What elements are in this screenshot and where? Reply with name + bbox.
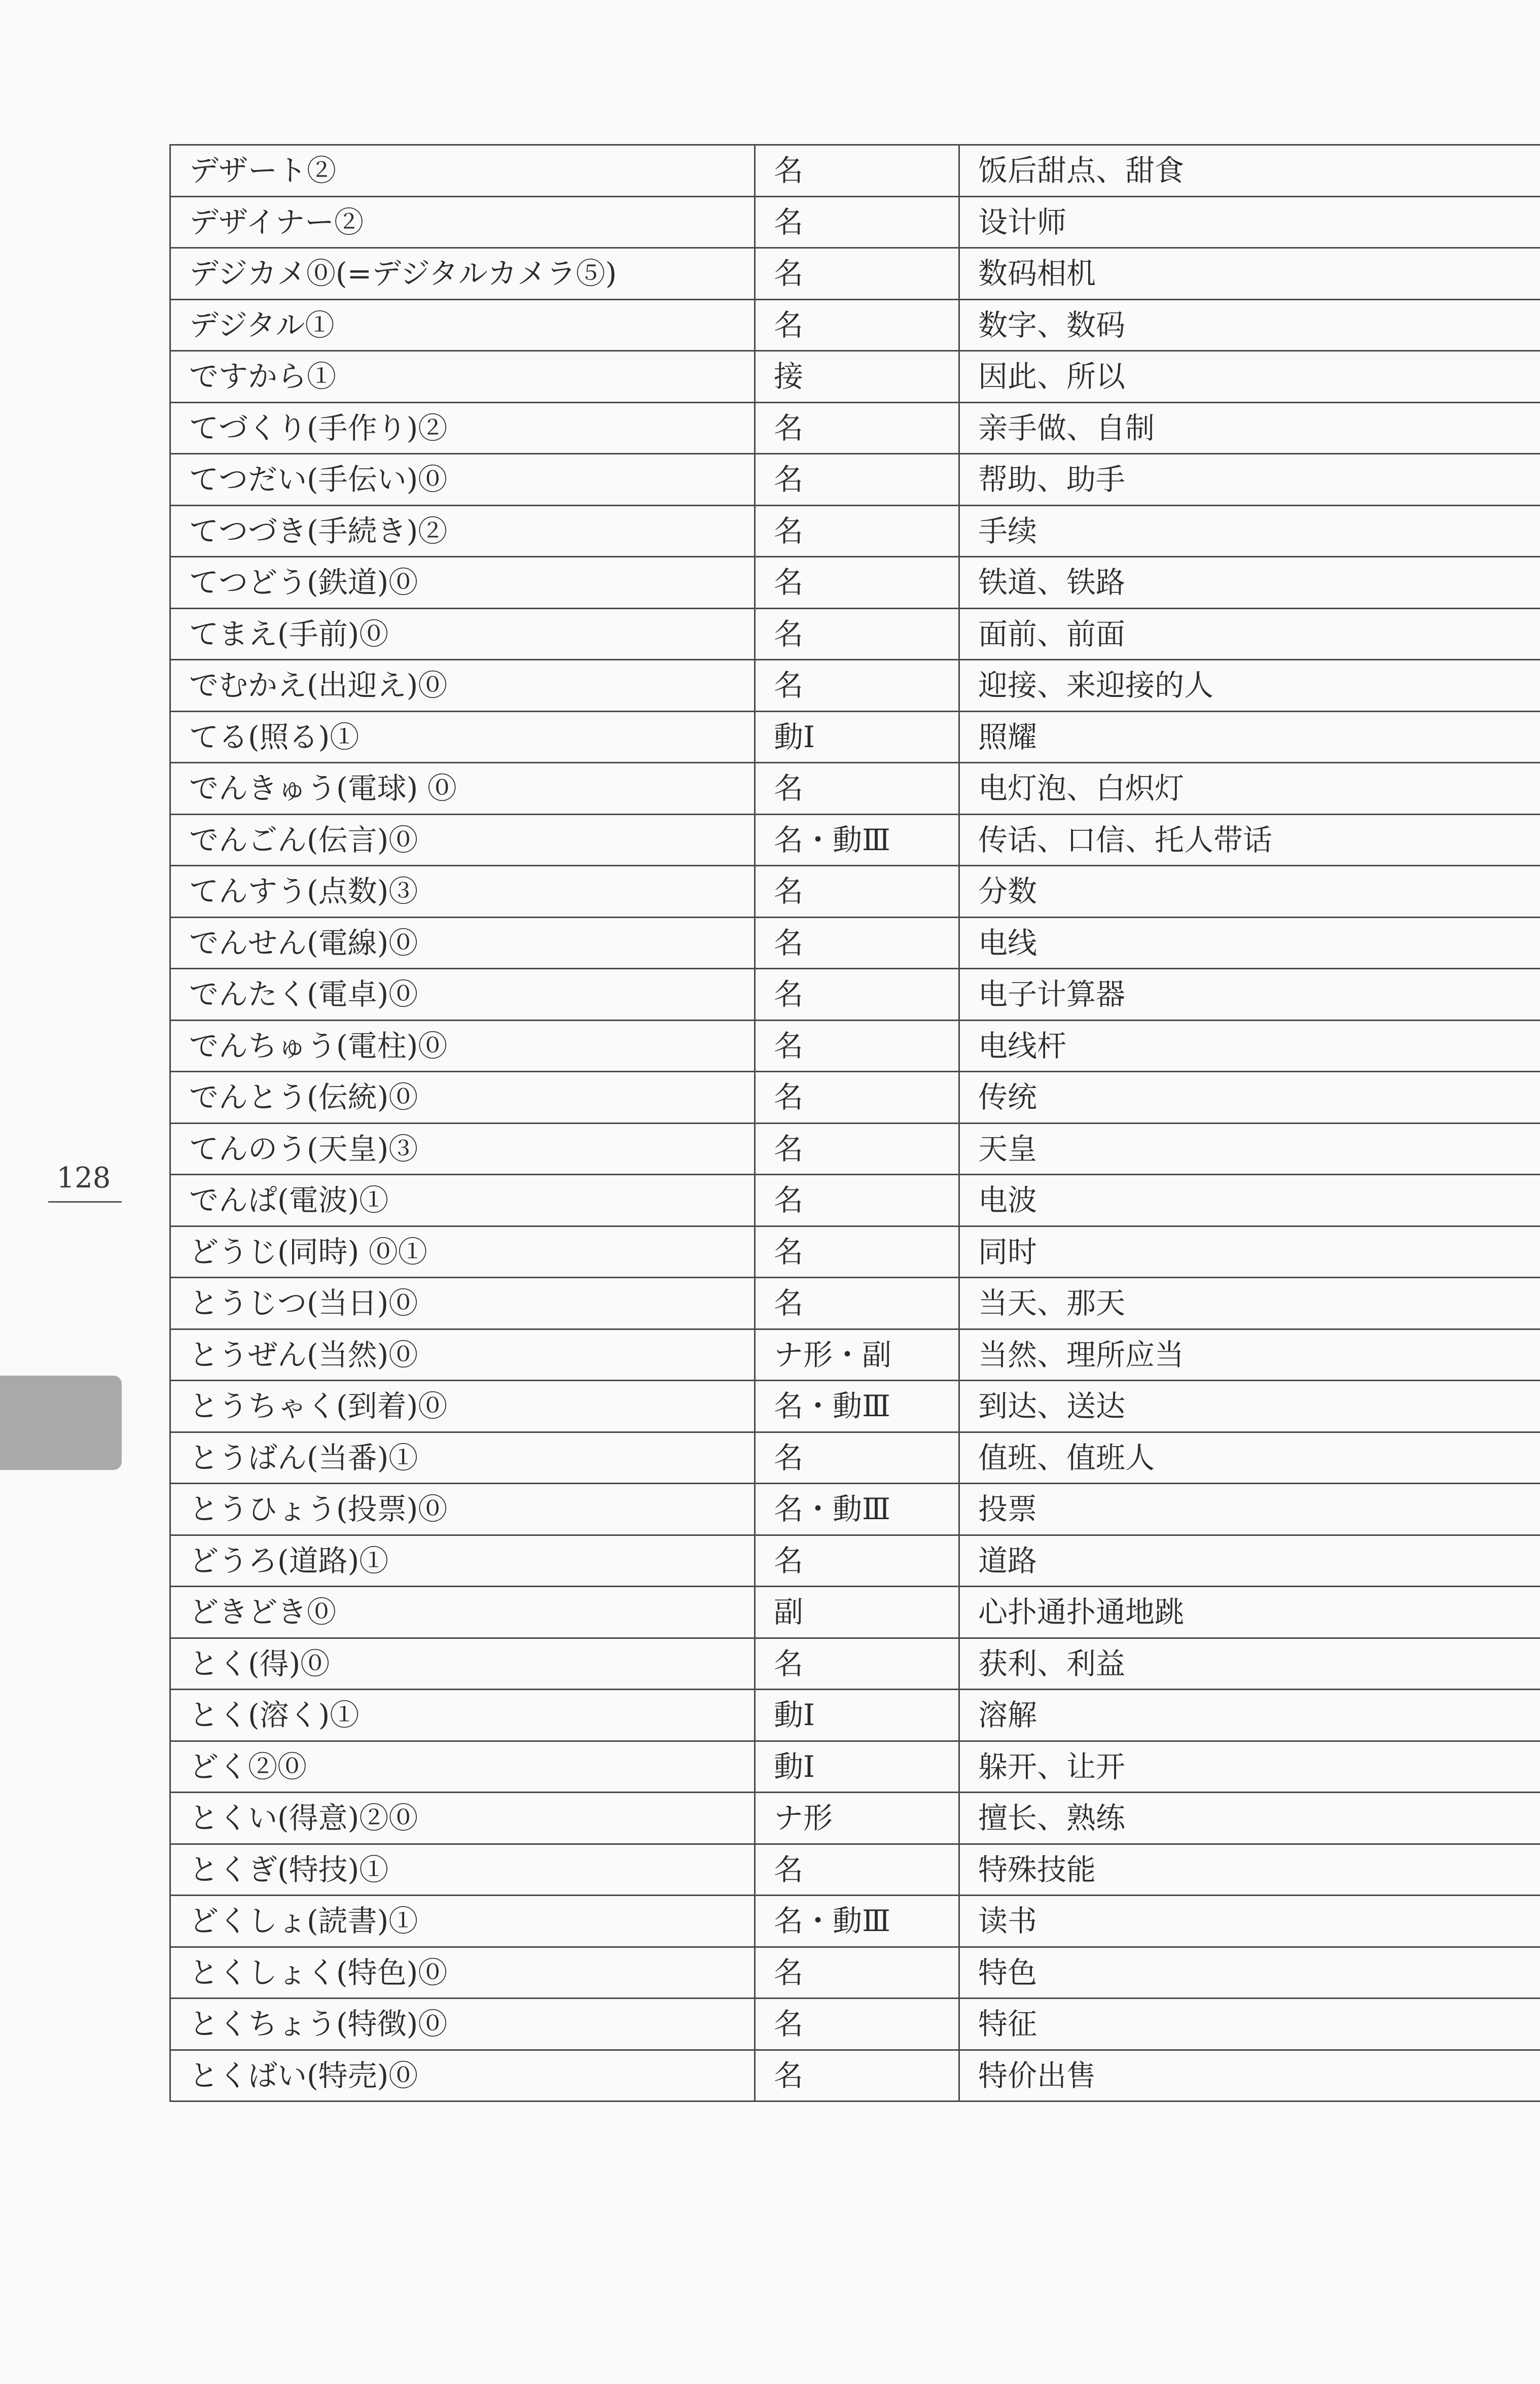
meaning-cell: 帮助、助手: [959, 454, 1540, 506]
table-row: [170, 351, 1540, 403]
part-of-speech-cell: 名: [755, 454, 959, 506]
table-row: [170, 1844, 1540, 1896]
meaning-cell: 道路: [959, 1535, 1540, 1587]
chapter-side-tab: [0, 1376, 122, 1470]
table-row: [170, 454, 1540, 506]
meaning-cell: 到达、送达: [959, 1381, 1540, 1432]
meaning-cell: 电波: [959, 1175, 1540, 1226]
meaning-cell: 值班、值班人: [959, 1432, 1540, 1484]
meaning-cell: 心扑通扑通地跳: [959, 1587, 1540, 1638]
part-of-speech-cell: 名・動Ⅲ: [755, 1484, 959, 1535]
meaning-cell: 亲手做、自制: [959, 402, 1540, 454]
table-row: [170, 608, 1540, 660]
word-cell: でんきゅう(電球) ⓪: [170, 763, 755, 815]
table-row: [170, 1381, 1540, 1432]
meaning-cell: 数码相机: [959, 248, 1540, 300]
part-of-speech-cell: 名: [755, 1947, 959, 1999]
part-of-speech-cell: 名: [755, 1278, 959, 1329]
word-cell: てんすう(点数)③: [170, 866, 755, 918]
meaning-cell: 获利、利益: [959, 1638, 1540, 1690]
meaning-cell: 读书: [959, 1896, 1540, 1947]
vocabulary-table-body: [170, 145, 1540, 2101]
word-cell: とうひょう(投票)⓪: [170, 1484, 755, 1535]
meaning-cell: 躲开、让开: [959, 1741, 1540, 1793]
table-row: [170, 1793, 1540, 1844]
word-cell: デザイナー②: [170, 196, 755, 248]
vocabulary-table: [169, 144, 1540, 2102]
meaning-cell: 数字、数码: [959, 299, 1540, 351]
meaning-cell: 饭后甜点、甜食: [959, 145, 1540, 197]
word-cell: どく②⓪: [170, 1741, 755, 1793]
table-row: [170, 1535, 1540, 1587]
table-row: [170, 1484, 1540, 1535]
table-row: [170, 1999, 1540, 2050]
meaning-cell: 分数: [959, 866, 1540, 918]
part-of-speech-cell: 名: [755, 866, 959, 918]
word-cell: とうちゃく(到着)⓪: [170, 1381, 755, 1432]
part-of-speech-cell: 名: [755, 1226, 959, 1278]
part-of-speech-cell: 動Ⅰ: [755, 1690, 959, 1741]
meaning-cell: 当然、理所应当: [959, 1329, 1540, 1381]
table-row: [170, 1175, 1540, 1226]
meaning-cell: 投票: [959, 1484, 1540, 1535]
meaning-cell: 溶解: [959, 1690, 1540, 1741]
meaning-cell: 特色: [959, 1947, 1540, 1999]
table-row: [170, 299, 1540, 351]
word-cell: でんせん(電線)⓪: [170, 917, 755, 969]
table-row: [170, 402, 1540, 454]
part-of-speech-cell: 名: [755, 1999, 959, 2050]
table-row: [170, 1278, 1540, 1329]
table-row: [170, 1947, 1540, 1999]
meaning-cell: 电灯泡、白炽灯: [959, 763, 1540, 815]
table-row: [170, 1123, 1540, 1175]
meaning-cell: 铁道、铁路: [959, 557, 1540, 609]
word-cell: とうぜん(当然)⓪: [170, 1329, 755, 1381]
part-of-speech-cell: 名: [755, 763, 959, 815]
table-row: [170, 1226, 1540, 1278]
word-cell: てまえ(手前)⓪: [170, 608, 755, 660]
part-of-speech-cell: 名: [755, 969, 959, 1021]
part-of-speech-cell: 副: [755, 1587, 959, 1638]
table-row: [170, 1896, 1540, 1947]
part-of-speech-cell: 名: [755, 1072, 959, 1124]
part-of-speech-cell: 名: [755, 196, 959, 248]
meaning-cell: 因此、所以: [959, 351, 1540, 403]
word-cell: とくい(得意)②⓪: [170, 1793, 755, 1844]
word-cell: でんとう(伝統)⓪: [170, 1072, 755, 1124]
part-of-speech-cell: 名: [755, 1844, 959, 1896]
word-cell: でんぱ(電波)①: [170, 1175, 755, 1226]
word-cell: デザート②: [170, 145, 755, 197]
word-cell: とうじつ(当日)⓪: [170, 1278, 755, 1329]
page-number: 128: [56, 1162, 111, 1195]
word-cell: とくばい(特売)⓪: [170, 2050, 755, 2101]
word-cell: どくしょ(読書)①: [170, 1896, 755, 1947]
word-cell: でんごん(伝言)⓪: [170, 814, 755, 866]
table-row: [170, 1587, 1540, 1638]
part-of-speech-cell: ナ形: [755, 1793, 959, 1844]
table-row: [170, 557, 1540, 609]
part-of-speech-cell: 名: [755, 660, 959, 712]
meaning-cell: 同时: [959, 1226, 1540, 1278]
word-cell: てづくり(手作り)②: [170, 402, 755, 454]
word-cell: ですから①: [170, 351, 755, 403]
word-cell: とくぎ(特技)①: [170, 1844, 755, 1896]
meaning-cell: 电线杆: [959, 1020, 1540, 1072]
part-of-speech-cell: 名: [755, 1535, 959, 1587]
table-row: [170, 763, 1540, 815]
word-cell: でんたく(電卓)⓪: [170, 969, 755, 1021]
word-cell: デジカメ⓪(=デジタルカメラ⑤): [170, 248, 755, 300]
meaning-cell: 传统: [959, 1072, 1540, 1124]
word-cell: てつだい(手伝い)⓪: [170, 454, 755, 506]
part-of-speech-cell: 名: [755, 299, 959, 351]
table-row: [170, 814, 1540, 866]
table-row: [170, 660, 1540, 712]
word-cell: どきどき⓪: [170, 1587, 755, 1638]
meaning-cell: 特价出售: [959, 2050, 1540, 2101]
word-cell: でんちゅう(電柱)⓪: [170, 1020, 755, 1072]
part-of-speech-cell: 名: [755, 1123, 959, 1175]
word-cell: とうばん(当番)①: [170, 1432, 755, 1484]
word-cell: どうじ(同時) ⓪①: [170, 1226, 755, 1278]
meaning-cell: 特征: [959, 1999, 1540, 2050]
part-of-speech-cell: ナ形・副: [755, 1329, 959, 1381]
part-of-speech-cell: 名: [755, 557, 959, 609]
meaning-cell: 手续: [959, 505, 1540, 557]
part-of-speech-cell: 動Ⅰ: [755, 711, 959, 763]
table-row: [170, 1638, 1540, 1690]
word-cell: デジタル①: [170, 299, 755, 351]
meaning-cell: 电线: [959, 917, 1540, 969]
part-of-speech-cell: 名: [755, 2050, 959, 2101]
table-row: [170, 2050, 1540, 2101]
table-row: [170, 145, 1540, 197]
meaning-cell: 迎接、来迎接的人: [959, 660, 1540, 712]
word-cell: とく(溶く)①: [170, 1690, 755, 1741]
part-of-speech-cell: 名・動Ⅲ: [755, 814, 959, 866]
part-of-speech-cell: 接: [755, 351, 959, 403]
word-cell: どうろ(道路)①: [170, 1535, 755, 1587]
part-of-speech-cell: 名: [755, 1432, 959, 1484]
table-row: [170, 248, 1540, 300]
table-row: [170, 917, 1540, 969]
word-cell: でむかえ(出迎え)⓪: [170, 660, 755, 712]
meaning-cell: 面前、前面: [959, 608, 1540, 660]
meaning-cell: 电子计算器: [959, 969, 1540, 1021]
table-row: [170, 196, 1540, 248]
table-row: [170, 1020, 1540, 1072]
table-row: [170, 1432, 1540, 1484]
part-of-speech-cell: 名: [755, 248, 959, 300]
part-of-speech-cell: 名: [755, 1175, 959, 1226]
table-row: [170, 711, 1540, 763]
meaning-cell: 天皇: [959, 1123, 1540, 1175]
part-of-speech-cell: 名・動Ⅲ: [755, 1896, 959, 1947]
table-row: [170, 1072, 1540, 1124]
table-row: [170, 505, 1540, 557]
meaning-cell: 传话、口信、托人带话: [959, 814, 1540, 866]
table-row: [170, 1329, 1540, 1381]
word-cell: てつづき(手続き)②: [170, 505, 755, 557]
meaning-cell: 当天、那天: [959, 1278, 1540, 1329]
part-of-speech-cell: 名: [755, 145, 959, 197]
word-cell: てつどう(鉄道)⓪: [170, 557, 755, 609]
part-of-speech-cell: 名: [755, 608, 959, 660]
part-of-speech-cell: 名: [755, 917, 959, 969]
part-of-speech-cell: 名・動Ⅲ: [755, 1381, 959, 1432]
part-of-speech-cell: 名: [755, 402, 959, 454]
table-row: [170, 1741, 1540, 1793]
word-cell: とくちょう(特徴)⓪: [170, 1999, 755, 2050]
word-cell: とく(得)⓪: [170, 1638, 755, 1690]
part-of-speech-cell: 動Ⅰ: [755, 1741, 959, 1793]
word-cell: とくしょく(特色)⓪: [170, 1947, 755, 1999]
word-cell: てんのう(天皇)③: [170, 1123, 755, 1175]
meaning-cell: 照耀: [959, 711, 1540, 763]
table-row: [170, 969, 1540, 1021]
part-of-speech-cell: 名: [755, 505, 959, 557]
part-of-speech-cell: 名: [755, 1638, 959, 1690]
word-cell: てる(照る)①: [170, 711, 755, 763]
meaning-cell: 擅长、熟练: [959, 1793, 1540, 1844]
meaning-cell: 特殊技能: [959, 1844, 1540, 1896]
table-row: [170, 1690, 1540, 1741]
part-of-speech-cell: 名: [755, 1020, 959, 1072]
table-row: [170, 866, 1540, 918]
meaning-cell: 设计师: [959, 196, 1540, 248]
page-number-underline: [48, 1201, 122, 1203]
